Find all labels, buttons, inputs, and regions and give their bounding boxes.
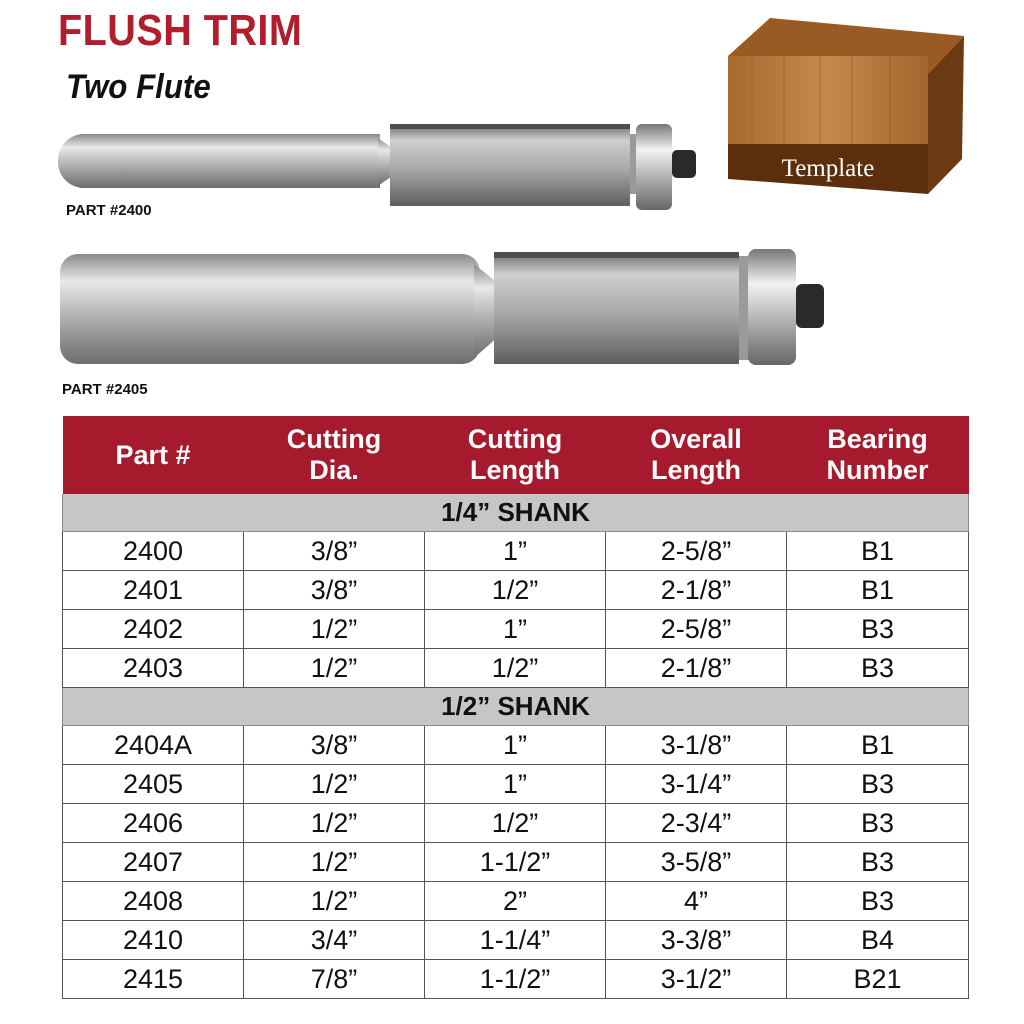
cell-bearing-number: B1 xyxy=(787,571,969,610)
cell-cutting-length: 2” xyxy=(425,882,606,921)
cell-cutting-length: 1” xyxy=(425,726,606,765)
cell-bearing-number: B3 xyxy=(787,843,969,882)
cell-part: 2406 xyxy=(63,804,244,843)
cell-part: 2400 xyxy=(63,532,244,571)
cell-cutting-length: 1” xyxy=(425,610,606,649)
cell-overall-length: 3-3/8” xyxy=(606,921,787,960)
cell-part: 2408 xyxy=(63,882,244,921)
table-row xyxy=(63,726,969,765)
cell-cutting-dia: 1/2” xyxy=(244,843,425,882)
cell-overall-length: 2-1/8” xyxy=(606,571,787,610)
table-row xyxy=(63,804,969,843)
table-row xyxy=(63,649,969,688)
cell-bearing-number: B3 xyxy=(787,882,969,921)
section-row xyxy=(63,494,969,532)
section-title: 1/4” SHANK xyxy=(63,494,969,532)
page-subtitle: Two Flute xyxy=(66,68,211,106)
cell-cutting-dia: 3/8” xyxy=(244,532,425,571)
specs-table xyxy=(62,416,969,999)
table-row xyxy=(63,921,969,960)
cell-cutting-length: 1” xyxy=(425,765,606,804)
cell-overall-length: 2-5/8” xyxy=(606,532,787,571)
column-header-cutting-dia: Cutting Dia. xyxy=(244,416,425,494)
cell-cutting-dia: 1/2” xyxy=(244,610,425,649)
cell-overall-length: 3-1/8” xyxy=(606,726,787,765)
router-bit-2400-image xyxy=(50,112,700,212)
cell-cutting-length: 1-1/2” xyxy=(425,843,606,882)
table-row xyxy=(63,960,969,999)
cell-cutting-dia: 3/4” xyxy=(244,921,425,960)
cell-part: 2401 xyxy=(63,571,244,610)
table-row xyxy=(63,571,969,610)
cell-cutting-length: 1-1/4” xyxy=(425,921,606,960)
cell-overall-length: 3-5/8” xyxy=(606,843,787,882)
part-2405-label: PART #2405 xyxy=(62,381,148,398)
table-row xyxy=(63,765,969,804)
cell-part: 2410 xyxy=(63,921,244,960)
cell-part: 2404A xyxy=(63,726,244,765)
cell-bearing-number: B3 xyxy=(787,649,969,688)
cell-cutting-dia: 1/2” xyxy=(244,882,425,921)
template-block-image xyxy=(722,14,970,204)
cell-part: 2415 xyxy=(63,960,244,999)
table-row xyxy=(63,843,969,882)
cell-bearing-number: B3 xyxy=(787,610,969,649)
cell-cutting-dia: 3/8” xyxy=(244,571,425,610)
cell-bearing-number: B1 xyxy=(787,726,969,765)
cell-cutting-length: 1” xyxy=(425,532,606,571)
template-label: Template xyxy=(781,155,875,182)
cell-part: 2407 xyxy=(63,843,244,882)
cell-part: 2403 xyxy=(63,649,244,688)
cell-bearing-number: B21 xyxy=(787,960,969,999)
table-header-row xyxy=(63,416,969,494)
cell-cutting-dia: 1/2” xyxy=(244,649,425,688)
cell-overall-length: 2-5/8” xyxy=(606,610,787,649)
router-bit-2405-image xyxy=(54,244,834,374)
cell-overall-length: 3-1/4” xyxy=(606,765,787,804)
section-title: 1/2” SHANK xyxy=(63,688,969,726)
cell-cutting-dia: 7/8” xyxy=(244,960,425,999)
cell-cutting-length: 1/2” xyxy=(425,571,606,610)
cell-cutting-dia: 1/2” xyxy=(244,804,425,843)
cell-cutting-length: 1/2” xyxy=(425,649,606,688)
cell-bearing-number: B1 xyxy=(787,532,969,571)
cell-overall-length: 4” xyxy=(606,882,787,921)
column-header-overall-length: Overall Length xyxy=(606,416,787,494)
cell-cutting-dia: 3/8” xyxy=(244,726,425,765)
column-header-bearing-number: Bearing Number xyxy=(787,416,969,494)
cell-bearing-number: B4 xyxy=(787,921,969,960)
table-row xyxy=(63,532,969,571)
cell-cutting-dia: 1/2” xyxy=(244,765,425,804)
cell-overall-length: 2-3/4” xyxy=(606,804,787,843)
cell-overall-length: 2-1/8” xyxy=(606,649,787,688)
page-title: FLUSH TRIM xyxy=(58,6,303,55)
part-2400-label: PART #2400 xyxy=(66,202,152,219)
cell-overall-length: 3-1/2” xyxy=(606,960,787,999)
cell-bearing-number: B3 xyxy=(787,765,969,804)
table-row xyxy=(63,882,969,921)
column-header-part: Part # xyxy=(63,416,244,494)
table-row xyxy=(63,610,969,649)
cell-part: 2402 xyxy=(63,610,244,649)
cell-cutting-length: 1-1/2” xyxy=(425,960,606,999)
cell-part: 2405 xyxy=(63,765,244,804)
column-header-cutting-length: Cutting Length xyxy=(425,416,606,494)
section-row xyxy=(63,688,969,726)
cell-cutting-length: 1/2” xyxy=(425,804,606,843)
cell-bearing-number: B3 xyxy=(787,804,969,843)
